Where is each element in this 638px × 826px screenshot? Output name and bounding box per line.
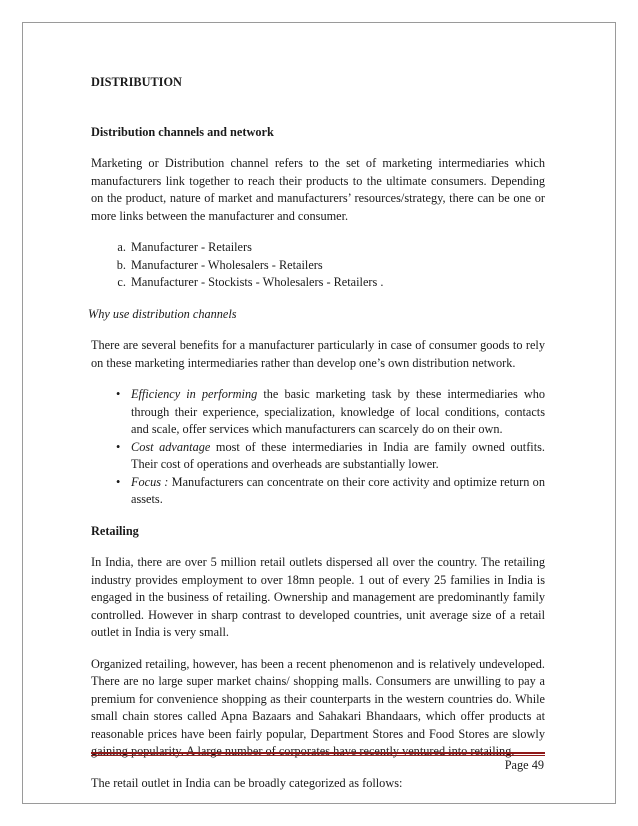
paragraph-distribution-channels: Marketing or Distribution channel refers to the set of marketing intermediaries which manufacturers link together to reach their products to the ultimate consumers. Depending on the product, nature of market and manufacturers’ resources/strategy, there can be one or more links between the manufacturer and consumer. xyxy=(91,156,545,223)
benefits-list xyxy=(91,386,545,509)
bullet-icon: • xyxy=(116,474,121,489)
bullet-text: most of these intermediaries in India are family owned outfits. Their cost of operations and overheads are substantially lower. xyxy=(131,439,545,471)
bullet-lead: Cost advantage xyxy=(131,439,211,454)
document-title: DISTRIBUTION xyxy=(91,75,182,89)
document-body xyxy=(88,74,545,792)
bullet-text: Manufacturers can concentrate on their core activity and optimize return on assets. xyxy=(131,474,545,506)
paragraph-benefits: There are several benefits for a manufacturer particularly in case of consumer goods to rely on these marketing intermediaries rather than develop one’s own distribution network. xyxy=(91,338,545,370)
paragraph-retailing-2: Organized retailing, however, has been a recent phenomenon and is relatively undeveloped. There are no large super market chains/ shopping malls. Consumers are unwilling to pay a premium for convenience shopping as their counterparts in the western countries do. While small chain stores called Apna Bazaars and Sahakari Bhandaars, which offer products at reasonable prices have been fairly popular, Department Stores and Food Stores are slowly gaining popularity. A large number of corporates have recently ventured into retailing. xyxy=(91,656,545,758)
list-item: c. Manufacturer - Stockists - Wholesalers - Retailers . xyxy=(129,274,545,292)
section-heading-why-use: Why use distribution channels xyxy=(88,306,237,321)
channel-list xyxy=(91,239,545,292)
bullet-lead: Focus : xyxy=(131,474,169,489)
list-item: b. Manufacturer - Wholesalers - Retailers xyxy=(129,257,545,275)
list-item xyxy=(116,386,545,439)
bullet-text: the basic marketing task by these intermediaries who through their experience, specialization, knowledge of local conditions, contacts and scale, offer services which manufacturers can scarcely do on their own. xyxy=(131,387,545,436)
page-number: Page 49 xyxy=(504,758,544,772)
list-item: a. Manufacturer - Retailers xyxy=(129,239,545,257)
section-heading-retailing: Retailing xyxy=(91,523,139,538)
bullet-icon: • xyxy=(116,439,121,454)
bullet-lead: Efficiency in performing xyxy=(131,387,258,401)
list-item xyxy=(116,439,545,474)
bullet-icon: • xyxy=(116,387,121,401)
paragraph-retailing-1: In India, there are over 5 million retail outlets dispersed all over the country. The retailing industry provides employment to over 18mn people. 1 out of every 25 families in India is engaged in the business of retailing. Ownership and management are predominantly family controlled. However in sharp contrast to developed countries, unit average size of a retail outlet in India is very small. xyxy=(91,555,545,639)
footer-rule xyxy=(91,752,545,756)
section-heading-distribution-channels: Distribution channels and network xyxy=(91,124,274,139)
paragraph-retailing-3: The retail outlet in India can be broadly categorized as follows: xyxy=(91,775,403,790)
list-item xyxy=(116,474,545,509)
